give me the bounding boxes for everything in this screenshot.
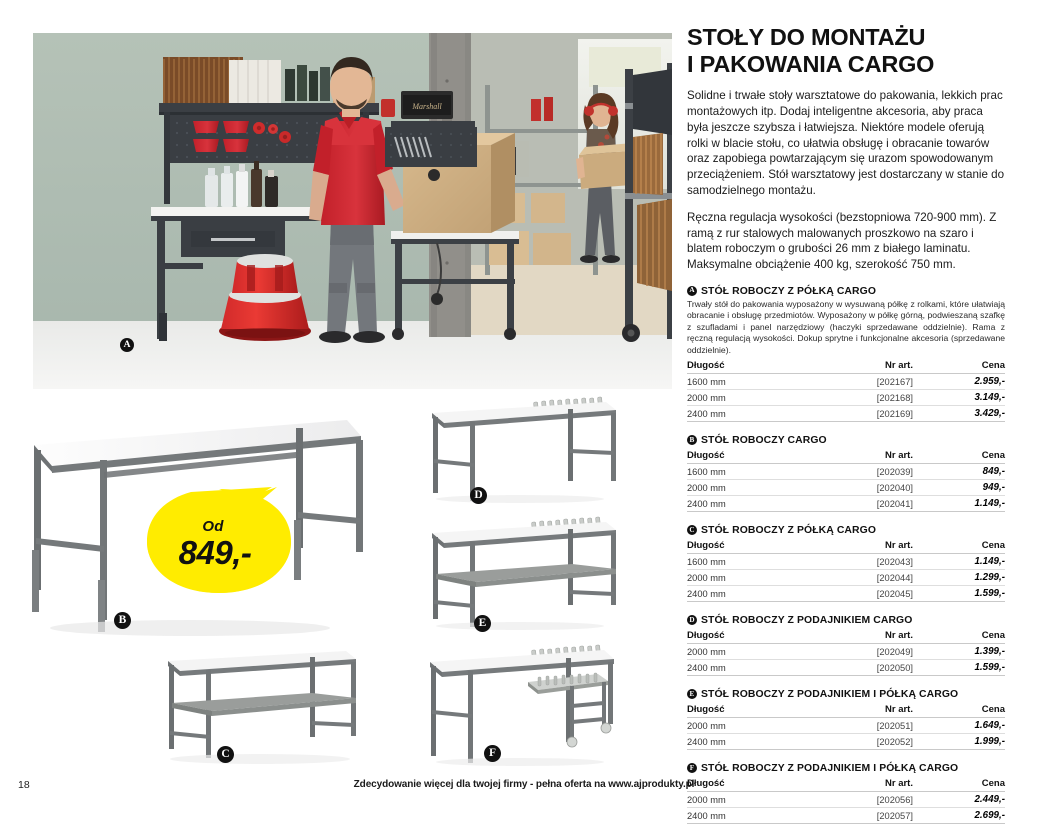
photo-marker-c: C [217, 746, 234, 763]
table-header-row [687, 540, 1005, 554]
cell-length: 2400 mm [687, 734, 804, 750]
price-burst-amount: 849,- [178, 533, 252, 571]
col-price: Cena [913, 630, 1005, 644]
cell-length: 1600 mm [687, 464, 804, 480]
product-title-f: STÓŁ ROBOCZY Z PODAJNIKIEM I PÓŁKĄ CARGO [701, 763, 959, 775]
hero-photo [33, 33, 672, 389]
product-photo-d [420, 393, 625, 505]
col-length: Długość [687, 704, 804, 718]
cell-length: 1600 mm [687, 374, 804, 390]
page-number: 18 [18, 779, 30, 791]
product-heading-b [687, 435, 1005, 446]
cell-price: 3.429,- [913, 406, 1005, 422]
photo-marker-f: F [484, 745, 501, 762]
page-title [687, 24, 1005, 77]
col-price: Cena [913, 704, 1005, 718]
page-title-line1: STOŁY DO MONTAŻU [687, 24, 926, 50]
table-row [687, 570, 1005, 586]
photo-marker-a: A [120, 338, 134, 352]
col-length: Długość [687, 630, 804, 644]
footer-tagline: Zdecydowanie więcej dla twojej firmy - pełna oferta na www.ajprodukty.pl [353, 779, 695, 790]
product-description-a: Trwały stół do pakowania wyposażony w wysuwaną półkę z rolkami, które ułatwiają obracanie i obsługę przedmiotów. Wyposażony w półkę górną, podwieszaną szafkę z szufladami i panel narzędziowy (haczyki sprzedawane oddzielnie). Rama z ręczną regulacją wysokości. Dokup sprytne i funkcjonalne akcesoria (sprzedawane oddzielnie). [687, 299, 1005, 355]
table-row [687, 406, 1005, 422]
product-heading-f [687, 763, 1005, 774]
price-table-d [687, 630, 1005, 676]
col-art-no: Nr art. [804, 360, 913, 374]
cell-length: 2400 mm [687, 660, 804, 676]
table-header-row [687, 450, 1005, 464]
price-table-a [687, 360, 1005, 422]
product-heading-c [687, 525, 1005, 536]
cell-price: 1.399,- [913, 644, 1005, 660]
product-badge-f: F [687, 763, 697, 773]
product-block-d [687, 615, 1005, 676]
col-price: Cena [913, 360, 1005, 374]
cell-price: 2.699,- [913, 808, 1005, 824]
cell-price: 3.149,- [913, 390, 1005, 406]
col-length: Długość [687, 540, 804, 554]
cell-length: 2000 mm [687, 792, 804, 808]
cell-price: 1.599,- [913, 660, 1005, 676]
cell-length: 2400 mm [687, 406, 804, 422]
cell-length: 2000 mm [687, 480, 804, 496]
cell-art-no: [202039] [804, 464, 913, 480]
photo-marker-b: B [114, 612, 131, 629]
table-row [687, 390, 1005, 406]
table-row [687, 554, 1005, 570]
table-row [687, 660, 1005, 676]
table-header-row [687, 630, 1005, 644]
product-block-b [687, 435, 1005, 512]
table-row [687, 464, 1005, 480]
product-heading-a [687, 286, 1005, 297]
cell-art-no: [202168] [804, 390, 913, 406]
product-badge-a: A [687, 286, 697, 296]
cell-price: 1.149,- [913, 496, 1005, 512]
cell-art-no: [202056] [804, 792, 913, 808]
cell-art-no: [202041] [804, 496, 913, 512]
table-row [687, 480, 1005, 496]
svg-text:Marshall: Marshall [412, 102, 442, 111]
cell-art-no: [202051] [804, 718, 913, 734]
table-row [687, 718, 1005, 734]
cell-length: 2400 mm [687, 496, 804, 512]
intro-paragraph-1: Solidne i trwałe stoły warsztatowe do pakowania, lekkich prac montażowych itp. Dodaj inteligentne akcesoria, aby praca była jeszcze szybsza i łatwiejsza. Niektóre modele oferują rolki w blacie stołu, co ułatwia obsługę i obracanie towarów oraz zapobiega powtarzającym się urazom spowodowanym przeciążeniem. Stół warsztatowy jest dostarczany w stanie do samodzielnego montażu. [687, 89, 1005, 197]
col-art-no: Nr art. [804, 450, 913, 464]
product-title-e: STÓŁ ROBOCZY Z PODAJNIKIEM I PÓŁKĄ CARGO [701, 689, 959, 701]
cell-art-no: [202050] [804, 660, 913, 676]
product-block-c [687, 525, 1005, 602]
cell-length: 2000 mm [687, 570, 804, 586]
cell-length: 1600 mm [687, 554, 804, 570]
product-heading-d [687, 615, 1005, 626]
table-row [687, 808, 1005, 824]
cell-art-no: [202044] [804, 570, 913, 586]
cell-art-no: [202052] [804, 734, 913, 750]
photo-marker-d: D [470, 487, 487, 504]
cell-length: 2400 mm [687, 586, 804, 602]
table-header-row [687, 360, 1005, 374]
photo-marker-e: E [474, 615, 491, 632]
product-badge-c: C [687, 525, 697, 535]
cell-price: 1.999,- [913, 734, 1005, 750]
cell-price: 1.599,- [913, 586, 1005, 602]
price-table-c [687, 540, 1005, 602]
intro-paragraph-2: Ręczna regulacja wysokości (bezstopniowa 720-900 mm). Z ramą z rur stalowych malowanych proszkowo na szaro i blatem roboczym o grubości 26 mm z białego laminatu. Maksymalne obciążenie 400 kg, szerokość 750 mm. [687, 210, 997, 272]
table-header-row [687, 704, 1005, 718]
product-heading-e [687, 689, 1005, 700]
table-row [687, 792, 1005, 808]
product-title-b: STÓŁ ROBOCZY CARGO [701, 435, 827, 447]
page-title-line2: I PAKOWANIA CARGO [687, 50, 935, 77]
product-photo-f [420, 638, 625, 770]
col-art-no: Nr art. [804, 778, 913, 792]
product-badge-b: B [687, 435, 697, 445]
cell-length: 2000 mm [687, 390, 804, 406]
price-burst-prefix: Od [202, 517, 224, 535]
col-art-no: Nr art. [804, 630, 913, 644]
product-photo-e [420, 512, 625, 634]
product-title-d: STÓŁ ROBOCZY Z PODAJNIKIEM CARGO [701, 615, 913, 627]
col-price: Cena [913, 450, 1005, 464]
price-burst [145, 487, 293, 599]
table-row [687, 734, 1005, 750]
cell-price: 2.959,- [913, 374, 1005, 390]
product-photo-c [150, 645, 365, 770]
col-price: Cena [913, 540, 1005, 554]
price-table-b [687, 450, 1005, 512]
cell-art-no: [202057] [804, 808, 913, 824]
cell-length: 2000 mm [687, 718, 804, 734]
product-badge-e: E [687, 689, 697, 699]
product-title-c: STÓŁ ROBOCZY Z PÓŁKĄ CARGO [701, 525, 877, 537]
cell-price: 1.149,- [913, 554, 1005, 570]
col-art-no: Nr art. [804, 704, 913, 718]
product-block-f [687, 763, 1005, 824]
cell-price: 1.299,- [913, 570, 1005, 586]
table-row [687, 374, 1005, 390]
cell-length: 2400 mm [687, 808, 804, 824]
cell-price: 849,- [913, 464, 1005, 480]
product-title-a: STÓŁ ROBOCZY Z PÓŁKĄ CARGO [701, 286, 877, 298]
cell-art-no: [202049] [804, 644, 913, 660]
table-row [687, 644, 1005, 660]
cell-art-no: [202043] [804, 554, 913, 570]
col-length: Długość [687, 778, 804, 792]
product-badge-d: D [687, 615, 697, 625]
col-art-no: Nr art. [804, 540, 913, 554]
table-row [687, 496, 1005, 512]
cell-length: 2000 mm [687, 644, 804, 660]
product-block-e [687, 689, 1005, 750]
product-block-a [687, 286, 1005, 422]
right-column [687, 24, 1005, 824]
cell-art-no: [202040] [804, 480, 913, 496]
cell-art-no: [202167] [804, 374, 913, 390]
cell-price: 949,- [913, 480, 1005, 496]
intro-text [687, 88, 1005, 273]
cell-art-no: [202045] [804, 586, 913, 602]
cell-art-no: [202169] [804, 406, 913, 422]
col-length: Długość [687, 360, 804, 374]
table-row [687, 586, 1005, 602]
cell-price: 2.449,- [913, 792, 1005, 808]
col-price: Cena [913, 778, 1005, 792]
col-length: Długość [687, 450, 804, 464]
price-table-e [687, 704, 1005, 750]
cell-price: 1.649,- [913, 718, 1005, 734]
